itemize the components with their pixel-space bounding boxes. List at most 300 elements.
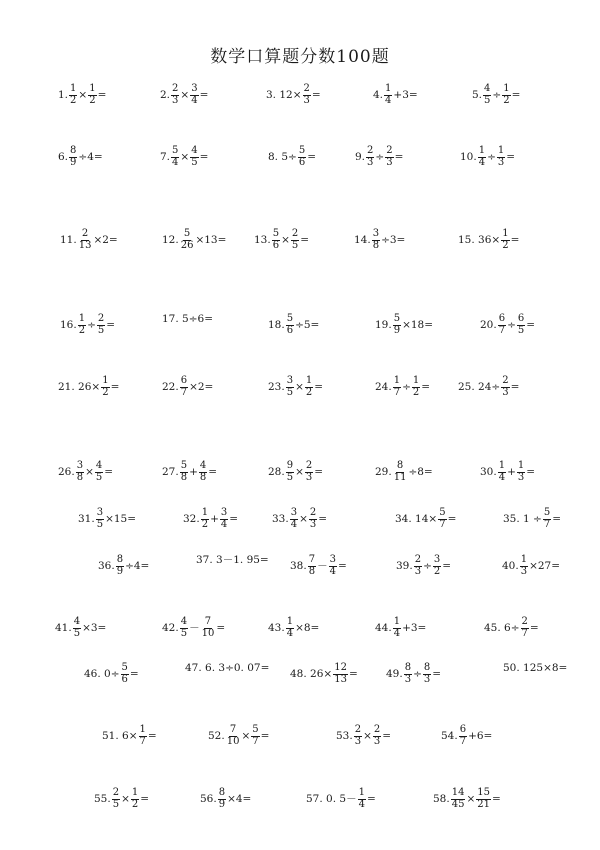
denominator: 2: [131, 798, 139, 810]
problem-text: 48. 26×: [290, 668, 333, 681]
denominator: 2: [503, 94, 510, 106]
problem-text: 35. 1 ÷: [503, 513, 542, 526]
numerator: 1: [520, 554, 528, 565]
fraction: [116, 555, 124, 578]
problem-30: [480, 461, 535, 484]
problem-text: 2.: [160, 89, 171, 102]
denominator: 4: [286, 627, 294, 639]
problem-22: [162, 376, 213, 399]
problem-text: =: [348, 668, 358, 681]
problem-54: [441, 725, 492, 748]
numerator: 3: [76, 460, 84, 471]
fraction: [78, 229, 93, 252]
numerator: 1: [497, 145, 505, 156]
denominator: 5: [96, 518, 104, 530]
problem-text: ×15=: [105, 513, 137, 526]
numerator: 4: [484, 83, 491, 94]
problem-text: 22.: [162, 381, 179, 394]
fraction: [88, 84, 96, 107]
denominator: 8: [180, 471, 188, 483]
denominator: 3: [520, 565, 528, 577]
denominator: 13: [78, 239, 92, 251]
problem-text: ×8=: [295, 622, 320, 635]
problem-text: 34. 14×: [395, 513, 438, 526]
problem-text: 19.: [375, 319, 392, 332]
numerator: 2: [309, 507, 317, 518]
fraction: [272, 229, 280, 252]
problem-text: ×2=: [93, 234, 118, 247]
problem-text: =: [110, 381, 120, 394]
denominator: 10: [226, 735, 240, 747]
problem-45: [484, 617, 539, 640]
fraction: [423, 663, 431, 686]
fraction: [414, 555, 422, 578]
fraction: [180, 617, 188, 640]
problem-2: [160, 84, 208, 107]
problem-text: 56.: [200, 793, 217, 806]
problem-text: =: [311, 89, 321, 102]
problem-39: [396, 555, 451, 578]
problem-text: =: [442, 560, 452, 573]
denominator: 4: [478, 156, 486, 168]
numerator: 1: [358, 787, 365, 798]
problem-text: ÷: [423, 560, 432, 573]
denominator: 4: [393, 627, 401, 639]
problem-text: 39.: [396, 560, 413, 573]
numerator: 2: [112, 787, 120, 798]
problem-53: [336, 725, 391, 748]
fraction: [498, 314, 506, 337]
denominator: 5: [95, 471, 103, 483]
problem-text: +: [210, 513, 219, 526]
problem-text: ×: [121, 793, 130, 806]
problem-text: ×18=: [402, 319, 434, 332]
denominator: 7: [139, 735, 146, 747]
problem-text: ÷: [487, 151, 496, 164]
problem-text: 13.: [254, 234, 271, 247]
problem-text: 15. 36×: [458, 234, 501, 247]
fraction: [308, 555, 316, 578]
numerator: 8: [396, 460, 404, 471]
problem-text: =: [300, 234, 310, 247]
problem-text: ÷8=: [408, 466, 433, 479]
denominator: 7: [459, 735, 467, 747]
fraction: [497, 146, 505, 169]
problem-46: [84, 663, 139, 686]
numerator: 3: [372, 228, 380, 239]
numerator: 6: [180, 375, 188, 386]
problem-text: ÷: [87, 319, 96, 332]
numerator: 1: [201, 507, 209, 518]
numerator: 1: [503, 83, 510, 94]
fraction: [501, 229, 509, 252]
problem-text: =: [129, 668, 139, 681]
denominator: 3: [386, 156, 393, 168]
numerator: 15: [477, 787, 490, 798]
problem-text: 52.: [208, 730, 225, 743]
denominator: 7: [543, 518, 551, 530]
numerator: 3: [96, 507, 104, 518]
problem-58: [433, 788, 501, 811]
numerator: 1: [393, 616, 401, 627]
numerator: 4: [95, 460, 103, 471]
problem-text: ÷: [413, 668, 422, 681]
numerator: 2: [502, 375, 509, 386]
problem-text: 58.: [433, 793, 450, 806]
numerator: 1: [286, 616, 294, 627]
problem-8: [268, 146, 316, 169]
problem-1: [58, 84, 106, 107]
fraction: [251, 725, 259, 748]
numerator: 1: [139, 724, 146, 735]
problem-text: ×4=: [227, 793, 252, 806]
problem-text: 17. 5÷6=: [162, 313, 213, 325]
denominator: 8: [372, 239, 380, 251]
numerator: 2: [354, 724, 362, 735]
fraction: [78, 314, 86, 337]
fraction: [180, 376, 188, 399]
fraction: [476, 788, 491, 811]
problem-55: [94, 788, 149, 811]
denominator: 3: [303, 94, 310, 106]
problem-text: =: [394, 151, 404, 164]
denominator: 7: [180, 386, 188, 398]
problem-text: ×: [466, 793, 476, 806]
problem-text: 38.: [290, 560, 307, 573]
numerator: 3: [286, 375, 294, 386]
problem-text: =: [199, 89, 209, 102]
problem-text: =: [447, 513, 457, 526]
problem-text: =: [199, 151, 209, 164]
fraction: [385, 146, 393, 169]
problem-50: [503, 663, 567, 674]
denominator: 2: [433, 565, 441, 577]
problem-text: ×: [295, 466, 304, 479]
denominator: 5: [286, 386, 294, 398]
fraction: [180, 461, 188, 484]
problem-24: [375, 376, 430, 399]
numerator: 1: [305, 375, 313, 386]
problem-text: =: [526, 319, 536, 332]
denominator: 5: [97, 324, 105, 336]
denominator: 5: [112, 798, 120, 810]
denominator: 3: [305, 471, 313, 483]
numerator: 5: [439, 507, 446, 518]
problem-23: [268, 376, 323, 399]
numerator: 6: [459, 724, 467, 735]
problem-text: 12.: [162, 234, 179, 247]
denominator: 8: [199, 471, 207, 483]
problem-text: 27.: [162, 466, 179, 479]
problem-text: +: [189, 466, 198, 479]
problem-text: 43.: [268, 622, 285, 635]
denominator: 3: [414, 565, 422, 577]
denominator: 5: [286, 471, 294, 483]
numerator: 8: [404, 662, 412, 673]
denominator: 45: [451, 798, 465, 810]
fraction: [520, 555, 528, 578]
numerator: 1: [393, 375, 401, 386]
problem-text: 49.: [386, 668, 403, 681]
fraction: [393, 314, 401, 337]
problem-text: =: [491, 793, 501, 806]
problem-43: [268, 617, 319, 640]
problem-text: +6=: [468, 730, 493, 743]
problem-6: [58, 146, 103, 169]
problem-44: [375, 617, 426, 640]
problem-text: 42.: [162, 622, 179, 635]
problem-text: 23.: [268, 381, 285, 394]
denominator: 26: [180, 239, 194, 251]
denominator: 4: [385, 94, 392, 106]
numerator: 1: [78, 313, 86, 324]
problem-text: 10.: [460, 151, 477, 164]
denominator: 4: [290, 518, 298, 530]
problem-text: =: [229, 513, 239, 526]
problem-text: 26.: [58, 466, 75, 479]
numerator: 2: [414, 554, 422, 565]
denominator: 4: [329, 565, 336, 577]
fraction: [286, 314, 294, 337]
fraction: [226, 725, 241, 748]
denominator: 7: [521, 627, 528, 639]
fraction: [501, 376, 509, 399]
numerator: 3: [290, 507, 298, 518]
fraction: [121, 663, 129, 686]
fraction: [286, 461, 294, 484]
fraction: [309, 508, 317, 531]
denominator: 7: [252, 735, 259, 747]
problem-text: ÷: [375, 151, 385, 164]
problem-47: [185, 663, 269, 674]
problem-41: [55, 617, 106, 640]
denominator: 10: [201, 627, 215, 639]
fraction: [180, 229, 195, 252]
problem-text: =: [552, 513, 562, 526]
problem-text: ×: [281, 234, 290, 247]
problem-text: 1.: [58, 89, 69, 102]
problem-text: ×3=: [82, 622, 107, 635]
problem-text: =: [366, 793, 376, 806]
problem-18: [268, 314, 319, 337]
problem-text: 4.: [373, 89, 384, 102]
fraction: [438, 508, 446, 531]
problem-text: ×27=: [529, 560, 561, 573]
numerator: 5: [252, 724, 259, 735]
problem-4: [373, 84, 418, 107]
numerator: 5: [286, 313, 294, 324]
problem-text: 41.: [55, 622, 72, 635]
numerator: 5: [121, 662, 128, 673]
fraction: [393, 461, 408, 484]
problem-33: [272, 508, 327, 531]
fraction: [190, 146, 198, 169]
numerator: 8: [423, 662, 431, 673]
denominator: 3: [354, 735, 362, 747]
problem-7: [160, 146, 208, 169]
numerator: 2: [303, 83, 310, 94]
numerator: 4: [73, 616, 81, 627]
problem-text: 8. 5÷: [268, 151, 297, 164]
denominator: 3: [172, 94, 179, 106]
fraction: [190, 84, 198, 107]
numerator: 5: [543, 507, 551, 518]
problem-text: ×: [78, 89, 88, 102]
fraction: [333, 663, 348, 686]
problem-56: [200, 788, 251, 811]
problem-text: ×: [180, 89, 190, 102]
problem-27: [162, 461, 217, 484]
denominator: 3: [502, 386, 509, 398]
numerator: 4: [191, 145, 198, 156]
denominator: 3: [367, 156, 374, 168]
numerator: 7: [229, 724, 237, 735]
problem-text: 54.: [441, 730, 458, 743]
denominator: 5: [484, 94, 491, 106]
denominator: 5: [291, 239, 299, 251]
numerator: 1: [478, 145, 486, 156]
problem-text: 37. 3－1. 95=: [196, 554, 269, 566]
problem-text: +3=: [393, 89, 418, 102]
denominator: 2: [78, 324, 86, 336]
denominator: 3: [404, 673, 412, 685]
problem-37: [196, 555, 269, 566]
numerator: 5: [183, 228, 191, 239]
page-title: 数学口算题分数100题: [210, 47, 390, 67]
problem-17: [162, 314, 213, 325]
numerator: 4: [199, 460, 207, 471]
numerator: 2: [373, 724, 381, 735]
problem-text: =: [506, 151, 516, 164]
fraction: [97, 314, 105, 337]
denominator: 2: [305, 386, 313, 398]
problem-text: 44.: [375, 622, 392, 635]
numerator: 5: [393, 313, 401, 324]
problem-text: ÷: [492, 89, 502, 102]
problem-text: －: [317, 560, 328, 573]
problem-3: [266, 84, 321, 107]
problem-text: 32.: [183, 513, 200, 526]
numerator: 1: [102, 375, 109, 386]
problem-36: [98, 555, 149, 578]
fraction: [220, 508, 228, 531]
fraction: [478, 146, 486, 169]
problem-text: 5.: [472, 89, 483, 102]
numerator: 2: [305, 460, 313, 471]
problem-48: [290, 663, 358, 686]
numerator: 4: [180, 616, 188, 627]
denominator: 4: [358, 798, 365, 810]
numerator: 3: [433, 554, 441, 565]
problem-text: ÷: [507, 319, 516, 332]
denominator: 4: [191, 94, 198, 106]
problem-text: =: [104, 466, 114, 479]
problem-text: 29.: [375, 466, 392, 479]
fraction: [286, 376, 294, 399]
fraction: [298, 146, 306, 169]
problem-text: 9.: [355, 151, 366, 164]
fraction: [199, 461, 207, 484]
denominator: 11: [393, 471, 407, 483]
problem-32: [183, 508, 238, 531]
fraction: [366, 146, 374, 169]
numerator: 1: [70, 83, 77, 94]
denominator: 5: [191, 156, 198, 168]
numerator: 7: [204, 616, 212, 627]
numerator: 2: [521, 616, 528, 627]
problem-29: [375, 461, 433, 484]
problem-text: =: [510, 381, 520, 394]
problem-text: ÷4=: [78, 151, 103, 164]
numerator: 6: [498, 313, 506, 324]
problem-text: ×: [363, 730, 372, 743]
fraction: [384, 84, 392, 107]
problem-text: =: [260, 730, 270, 743]
fraction: [373, 725, 381, 748]
problem-text: =: [314, 381, 324, 394]
numerator: 2: [367, 145, 374, 156]
fraction: [69, 146, 77, 169]
problem-text: 3. 12×: [266, 89, 302, 102]
denominator: 3: [517, 471, 525, 483]
denominator: 3: [497, 156, 505, 168]
fraction: [543, 508, 551, 531]
problem-text: =: [421, 381, 431, 394]
problem-16: [60, 314, 115, 337]
problem-51: [102, 725, 157, 748]
numerator: 1: [498, 460, 506, 471]
numerator: 2: [291, 228, 299, 239]
numerator: 12: [334, 662, 347, 673]
denominator: 3: [309, 518, 317, 530]
denominator: 4: [498, 471, 506, 483]
denominator: 9: [393, 324, 401, 336]
numerator: 3: [329, 554, 336, 565]
problem-14: [354, 229, 405, 252]
numerator: 5: [272, 228, 280, 239]
denominator: 2: [102, 386, 109, 398]
problem-text: =: [106, 319, 116, 332]
problem-15: [458, 229, 519, 252]
fraction: [305, 461, 313, 484]
numerator: 2: [81, 228, 89, 239]
problem-text: 7.: [160, 151, 171, 164]
problem-text: =: [307, 151, 317, 164]
problem-text: ×13=: [195, 234, 227, 247]
problem-text: +: [507, 466, 516, 479]
problem-text: ×: [295, 381, 304, 394]
fraction: [433, 555, 441, 578]
problem-20: [480, 314, 535, 337]
problem-9: [355, 146, 403, 169]
problem-text: =: [510, 234, 520, 247]
problem-text: =: [529, 622, 539, 635]
problem-text: 6.: [58, 151, 69, 164]
problem-text: =: [208, 466, 218, 479]
denominator: 4: [172, 156, 179, 168]
problem-text: 24.: [375, 381, 392, 394]
fraction: [171, 84, 179, 107]
problem-text: －: [189, 622, 200, 635]
fraction: [69, 84, 77, 107]
problem-38: [290, 555, 347, 578]
problem-text: 25. 24÷: [458, 381, 501, 394]
numerator: 1: [502, 228, 509, 239]
problem-text: 20.: [480, 319, 497, 332]
problem-text: 28.: [268, 466, 285, 479]
problem-text: ×: [85, 466, 94, 479]
fraction: [171, 146, 179, 169]
